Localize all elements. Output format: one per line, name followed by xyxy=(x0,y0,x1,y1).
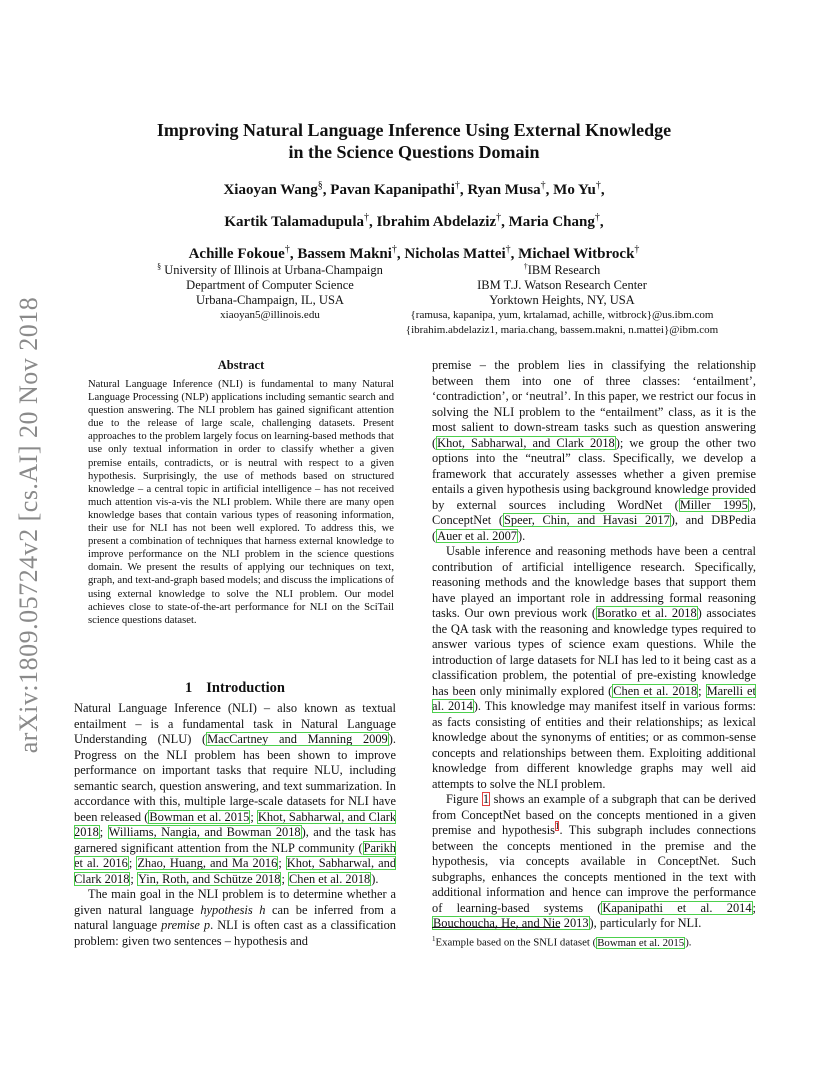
text-run: Usable inference and reasoning methods have been a central contribution of artificial intelligence research. Specifically, reasoning methods and the knowledge bases that support them have played an important role in addressing formal reasoning tasks. Our own previous work ( xyxy=(432,544,756,620)
footnote xyxy=(432,933,756,950)
footnote-divider xyxy=(432,927,560,928)
author-name: Ibrahim Abdelaziz xyxy=(376,214,497,230)
emphasis: hypothesis xyxy=(200,902,253,917)
text-run: ), and the task has garnered significant attention from the NLP community ( xyxy=(74,825,396,855)
text-run: Natural Language Inference (NLI) – also known as textual entailment – is a fundamental task in Natural Language Understanding (NLU) ( xyxy=(74,701,396,746)
text-run: ; xyxy=(278,856,286,870)
citation-link[interactable]: Yin, Roth, and Schütze 2018 xyxy=(137,871,281,886)
text-run: ), and DBPedia ( xyxy=(432,513,756,543)
text-run: Example based on the SNLI dataset ( xyxy=(435,936,597,949)
affiliation-email[interactable]: xiaoyan5@illinois.edu xyxy=(220,309,320,322)
affiliation-organization: IBM Research xyxy=(527,263,601,278)
text-run: ; xyxy=(281,871,288,886)
author-mark: † xyxy=(391,244,397,255)
text-run: shows an example of a subgraph that can be derived from ConceptNet based on the concepts mentioned in a given premise and hypothesis xyxy=(432,792,756,837)
text-run: ), particularly for NLI. xyxy=(589,916,702,930)
author-mark: † xyxy=(284,244,290,255)
author-list xyxy=(100,172,728,268)
text-run: can be inferred from a natural language xyxy=(74,902,396,932)
citation-link[interactable]: Parikh et al. 2016 xyxy=(74,840,396,870)
citation-link[interactable]: Bowman et al. 2015 xyxy=(149,809,250,824)
author-mark: † xyxy=(595,180,601,191)
affiliation-uiuc xyxy=(132,259,408,323)
affiliation-center: IBM T.J. Watson Research Center xyxy=(477,278,647,293)
text-run: ; xyxy=(128,856,137,870)
author-mark: † xyxy=(364,212,370,223)
text-run: ). This knowledge may manifest itself in various forms: as facts consisting of entities and their relationships; as lexical knowledge about the synonyms of entities; or as common-sense concepts and relationships between them. Exploiting additional knowledge from different knowledge graphs may well aid attempts to solve the NLI problem. xyxy=(432,699,756,791)
intro-paragraph-3 xyxy=(432,358,756,544)
author-line-2: Kartik Talamadupula†, Ibrahim Abdelaziz†, Maria Chang†, xyxy=(224,212,604,230)
citation-link[interactable]: Williams, Nangia, and Bowman 2018 xyxy=(108,825,301,839)
author-mark: † xyxy=(454,180,460,191)
section-heading xyxy=(74,680,396,697)
author-line-3: Achille Fokoue†, Bassem Makni†, Nicholas Mattei†, Michael Witbrock† xyxy=(188,244,640,262)
text-run: ), ConceptNet ( xyxy=(432,497,756,527)
left-column xyxy=(74,701,396,949)
citation-link[interactable]: Auer et al. 2007 xyxy=(437,528,517,543)
arxiv-id: arXiv:1809.05724v2 [cs.AI] 20 Nov 2018 xyxy=(14,296,43,754)
affiliation-mark: † xyxy=(523,262,528,271)
author-name: Ryan Musa xyxy=(467,182,541,198)
text-run: ). xyxy=(685,936,692,949)
citation-link[interactable]: Chen et al. 2018 xyxy=(289,871,371,886)
text-run: ) associates the QA task with the reasoning and knowledge types required to answer various types of science exam questions. While the introduction of large datasets for NLI has led to it being cast as a classification problem, the potential of pre-existing knowledge has been only minimally explored ( xyxy=(432,606,756,698)
affiliation-email-2[interactable]: {ibrahim.abdelaziz1, maria.chang, bassem.makni, n.mattei}@ibm.com xyxy=(405,324,719,337)
citation-link[interactable]: MacCartney and Manning 2009 xyxy=(207,732,388,746)
paper-title xyxy=(100,119,728,163)
citation-link[interactable]: Khot, Sabharwal, and Clark 2018 xyxy=(74,809,397,839)
intro-paragraph-2 xyxy=(74,887,396,949)
affiliation-ibm xyxy=(380,259,744,338)
citation-link[interactable]: Marelli et al. 2014 xyxy=(432,683,756,713)
text-run: ). xyxy=(517,528,526,543)
citation-link[interactable]: Chen et al. 2018 xyxy=(613,683,698,698)
text-run: ); we group the other two options into the “neutral” class. Specifically, we develop a framework that accurately assesses whether a given premise entails a given hypothesis using background knowledge provided by external sources including WordNet ( xyxy=(432,435,756,512)
affiliation-location: Yorktown Heights, NY, USA xyxy=(489,293,635,308)
author-mark: § xyxy=(317,180,323,191)
affiliation-line xyxy=(380,259,744,278)
citation-link[interactable]: Boratko et al. 2018 xyxy=(597,606,697,620)
text-run: The main goal in the NLI problem is to determine whether a given natural language xyxy=(74,887,396,917)
arxiv-watermark xyxy=(4,290,54,760)
author-mark: † xyxy=(540,180,546,191)
citation-link[interactable]: Khot, Sabharwal, and Clark 2018 xyxy=(437,435,615,450)
affiliation-department: Department of Computer Science xyxy=(186,278,354,293)
text-run: premise – the problem lies in classifying the relationship between them into one of three classes: ‘entailment’, ‘contradiction’, or ‘neutral’. In this paper, we restrict our focus in solving the NLI problem to the “entailment” class, as it is the most salient to down-stream tasks such as question answering ( xyxy=(432,358,756,450)
author-name: Nicholas Mattei xyxy=(404,246,506,262)
affiliation-mark: § xyxy=(157,262,162,271)
text-run: ; xyxy=(250,809,257,824)
citation-link[interactable]: Bowman et al. 2015 xyxy=(597,936,685,949)
text-run: ; xyxy=(698,683,706,698)
text-run: ; xyxy=(130,871,137,886)
affiliation-email-1[interactable]: {ramusa, kapanipa, yum, krtalamad, achille, witbrock}@us.ibm.com xyxy=(410,309,714,322)
citation-link[interactable]: Kapanipathi et al. 2014 xyxy=(602,900,752,915)
intro-paragraph-5 xyxy=(432,792,756,932)
text-run: Figure xyxy=(446,792,482,806)
citation-link[interactable]: Speer, Chin, and Havasi 2017 xyxy=(503,513,670,527)
author-mark: † xyxy=(496,212,502,223)
author-name: Michael Witbrock xyxy=(518,246,635,262)
text-run: ). xyxy=(371,871,379,886)
author-mark: † xyxy=(505,244,511,255)
text-run: ; xyxy=(99,825,108,839)
citation-link[interactable]: Khot, Sabharwal, and Clark 2018 xyxy=(74,856,397,886)
text-run: . This subgraph includes connections between the concepts mentioned in the premise and the hypothesis, via concepts available in ConceptNet. Such subgraphs, enhances the concepts mentioned in the text with additional information and hence can improve the performance of learning-based systems ( xyxy=(432,823,756,915)
text-run: ; xyxy=(752,900,756,915)
author-name: Pavan Kapanipathi xyxy=(330,182,455,198)
abstract-heading: Abstract xyxy=(217,358,265,372)
author-name: Maria Chang xyxy=(508,214,595,230)
right-column xyxy=(432,358,756,932)
author-name: Bassem Makni xyxy=(297,246,392,262)
author-name: Achille Fokoue xyxy=(188,246,285,262)
citation-link[interactable]: Bouchoucha, He, and Nie 2013 xyxy=(433,916,589,930)
intro-paragraph-1 xyxy=(74,701,396,887)
citation-link[interactable]: Zhao, Huang, and Ma 2016 xyxy=(137,856,278,870)
intro-paragraph-4 xyxy=(432,544,756,792)
emphasis: premise xyxy=(161,918,200,932)
author-line-1: Xiaoyan Wang§, Pavan Kapanipathi†, Ryan Musa†, Mo Yu†, xyxy=(223,180,605,198)
title-line-1: Improving Natural Language Inference Using External Knowledge xyxy=(156,120,672,140)
affiliation-university: University of Illinois at Urbana-Champaign xyxy=(161,263,383,278)
math-var: p xyxy=(203,918,211,932)
figure-ref-link[interactable]: 1 xyxy=(482,792,490,806)
affiliation-location: Urbana-Champaign, IL, USA xyxy=(196,293,344,308)
title-line-2: in the Science Questions Domain xyxy=(288,142,540,162)
text-run: . NLI is often cast as a classification problem: given two sentences – hypothesis and xyxy=(74,918,396,948)
section-number: 1 xyxy=(185,680,193,696)
section-title: Introduction xyxy=(206,680,285,696)
text-run: ). Progress on the NLI problem has been shown to improve performance on important tasks that require NLU, including semantic search, question answering, and text summarization. In accordance with this, multiple large-scale datasets for NLI have been released ( xyxy=(74,732,396,824)
footnote-ref-link[interactable]: 1 xyxy=(554,820,560,831)
author-name: Mo Yu xyxy=(553,182,596,198)
math-var: h xyxy=(259,902,266,917)
footnote-mark: 1 xyxy=(432,935,436,943)
author-mark: † xyxy=(634,244,640,255)
abstract-body: Natural Language Inference (NLI) is fundamental to many Natural Language Processing (NLP) applications including semantic search and question answering. The NLI problem has gained significant attention due to the release of large scale, challenging datasets. Present approaches to the problem largely focus on learning-based methods that use only textual information in order to classify whether a given premise entails, contradicts, or is neutral with respect to a given hypothesis. Surprisingly, the use of methods based on structured knowledge – a central topic in artificial intelligence – has not received much attention vis-a-vis the NLI problem. While there are many open knowledge bases that contain various types of reasoning information, their use for NLI has not been well explored. To address this, we present a combination of techniques that harness external knowledge to improve performance on the NLI problem in the science questions domain. We present the results of applying our techniques on text, graph, and text-and-graph based models; and discuss the implications of using external knowledge to solve the NLI problem. Our model achieves close to state-of-the-art performance for NLI on the SciTail science questions dataset. xyxy=(88,379,394,626)
affiliation-line xyxy=(132,259,408,278)
author-name: Xiaoyan Wang xyxy=(223,182,318,198)
author-mark: † xyxy=(594,212,600,223)
author-name: Kartik Talamadupula xyxy=(224,214,365,230)
citation-link[interactable]: Miller 1995 xyxy=(679,497,748,512)
